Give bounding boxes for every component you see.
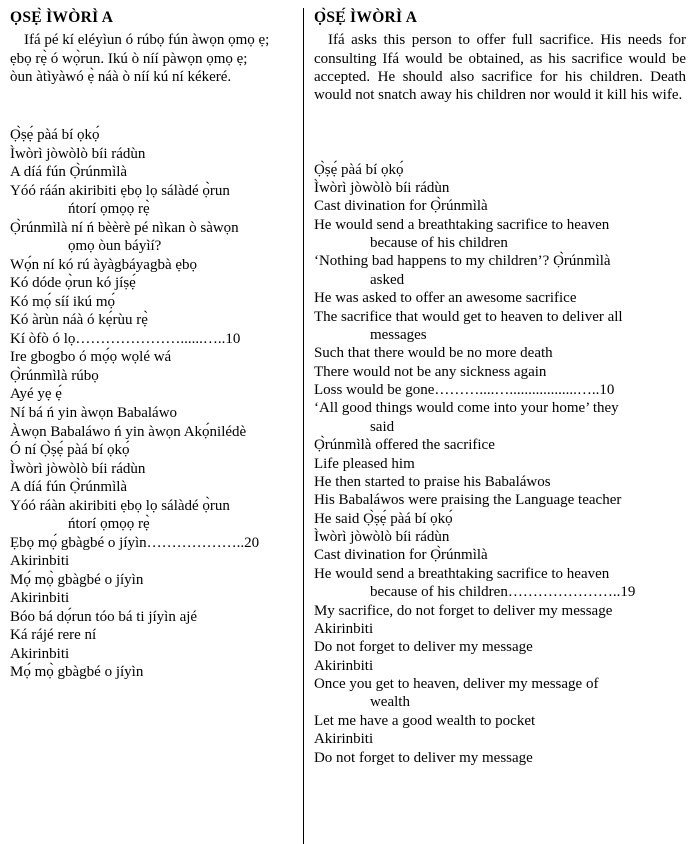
right-verse-line: said bbox=[369, 418, 395, 435]
right-verse-line: His Babaláwos were praising the Language teacher bbox=[313, 492, 622, 509]
right-verse-line: Ìwòrì jòwòlò bíi rádùn bbox=[313, 529, 450, 546]
left-verse-line: Ẹbọ mọ́ gbàgbé o jíyìn………………..20 bbox=[10, 534, 260, 551]
right-heading: Ọ̀SẸ́ ÌWÒRÌ A bbox=[313, 9, 418, 26]
right-verse-line: Such that there would be no more death bbox=[313, 345, 553, 362]
right-verse-line: asked bbox=[369, 271, 405, 288]
left-column bbox=[10, 8, 303, 682]
right-verse-line: Cast divination for Ọ̀rúnmìlà bbox=[313, 198, 488, 215]
left-verse-line: Àwọn Babaláwo ń yin àwọn Akọ́nilédè bbox=[10, 423, 247, 440]
right-verse-line: He said Ọ̀ṣẹ́ pàá bí ọkọ́ bbox=[313, 510, 453, 527]
right-verse-line: He would send a breathtaking sacrifice to heaven bbox=[313, 216, 610, 233]
left-verse-line: ńtorí ọmọọ rẹ̀ bbox=[68, 201, 150, 218]
left-verse-line: ọmọ òun báyìí? bbox=[68, 238, 162, 255]
left-verse-line: ńtorí ọmọọ rẹ̀ bbox=[68, 516, 150, 533]
left-intro-line: ẹbọ rẹ̀ ó wọ̀run. Ikú ò níí pàwọn ọmọ ẹ; bbox=[10, 50, 248, 67]
right-verse-line: Do not forget to deliver my message bbox=[313, 749, 533, 766]
right-verse-line: Akirinbiti bbox=[313, 657, 374, 674]
right-verse-line: Do not forget to deliver my message bbox=[313, 639, 533, 656]
right-verse-line: Life pleased him bbox=[313, 455, 415, 472]
right-column bbox=[312, 8, 686, 767]
left-verse-line: Akirinbiti bbox=[10, 590, 70, 607]
right-verse-line: Loss would be gone………....…..................…..10 bbox=[313, 382, 615, 399]
right-verse-line: ‘Nothing bad happens to my children’? Ọ̀rúnmìlà bbox=[313, 253, 611, 270]
right-verse-line: Let me have a good wealth to pocket bbox=[313, 712, 536, 729]
right-verse-line: The sacrifice that would get to heaven to deliver all bbox=[313, 308, 623, 325]
left-verse-line: Ó ní Ọ̀ṣẹ́ pàá bí ọkọ́ bbox=[10, 442, 130, 459]
right-verse-line: Ọ̀rúnmìlà offered the sacrifice bbox=[313, 437, 495, 454]
left-verse-line: Yóó ráán akiribiti ẹbọ lọ sálàdé ọ̀run bbox=[10, 182, 230, 199]
left-verse-line: Kó àrùn náà ó kẹ́rùu rẹ̀ bbox=[10, 312, 148, 329]
left-verse-line: Kí òfò ó lọ…………………......…..10 bbox=[10, 330, 241, 347]
left-intro-line: òun àtìyàwó ẹ̀ náà ò níí kú ní kékeré. bbox=[10, 68, 232, 85]
two-column-layout bbox=[10, 8, 686, 844]
right-verse-line: My sacrifice, do not forget to deliver my message bbox=[313, 602, 613, 619]
left-verse-line: A díá fún Ọ̀rúnmìlà bbox=[10, 164, 128, 181]
left-verse-line: Mọ́ mọ̀ gbàgbé o jíyìn bbox=[10, 664, 144, 681]
left-verse-line: Ire gbogbo ó mọ́ọ wọlé wá bbox=[10, 349, 172, 366]
right-verse-line: He was asked to offer an awesome sacrifice bbox=[313, 290, 577, 307]
left-verse-line: Ọ̀ṣẹ́ pàá bí ọkọ́ bbox=[10, 127, 100, 144]
left-verse-line: A díá fún Ọ̀rúnmìlà bbox=[10, 479, 128, 496]
left-verse-line: Ká rájé rere ní bbox=[10, 627, 97, 644]
left-verse-line: Ní bá ń yin àwọn Babaláwo bbox=[10, 405, 178, 421]
right-verse-line: Ọ̀ṣẹ́ pàá bí ọkọ́ bbox=[313, 161, 404, 178]
right-verse-line: He then started to praise his Babaláwos bbox=[313, 473, 551, 490]
right-verse-line: because of his children…………………..19 bbox=[369, 584, 636, 601]
right-verse-line: Akirinbiti bbox=[313, 731, 374, 748]
right-spacer bbox=[314, 111, 686, 161]
left-verse-line: Ìwòrì jòwòlò bíi rádùn bbox=[10, 145, 146, 162]
left-heading: ỌSẸ̀ ÌWÒRÌ A bbox=[10, 9, 114, 26]
right-verse-line: messages bbox=[369, 326, 427, 343]
left-verse-line: Akirinbiti bbox=[10, 645, 70, 662]
right-verse-line: There would not be any sickness again bbox=[313, 363, 547, 380]
right-verse-line: Akirinbiti bbox=[313, 620, 374, 637]
left-verse-line: Akirinbiti bbox=[10, 553, 70, 570]
left-verse-line: Wọ́n ní kó rú àyàgbáyagbà ẹbọ bbox=[10, 256, 198, 273]
left-verse-line: Ọ̀rúnmìlà ní ń bèèrè pé nìkan ò sàwọn bbox=[10, 219, 239, 236]
right-intro-paragraph: Ifá asks this person to offer full sacrifice. His needs for consulting Ifá would be obtained, as his sacrifice would be accepted. He should also sacrifice for his children. Death would not snatch away his children nor would it kill his wife. bbox=[313, 32, 686, 104]
left-verse-block bbox=[10, 126, 293, 681]
right-verse-line: Once you get to heaven, deliver my message of bbox=[313, 676, 599, 693]
left-verse-line: Ayé yẹ ẹ́ bbox=[10, 386, 62, 403]
left-verse-line: Kó mọ́ síí ikú mọ́ bbox=[10, 293, 116, 310]
left-verse-line: Ìwòrì jòwòlò bíi rádùn bbox=[10, 460, 146, 477]
left-verse-line: Yóó ráàn akiribiti ẹbọ lọ sálàdé ọ̀run bbox=[10, 497, 230, 514]
right-verse-line: because of his children bbox=[369, 235, 508, 252]
left-spacer bbox=[10, 92, 293, 126]
right-verse-line: Ìwòrì jòwòlò bíi rádùn bbox=[313, 179, 450, 196]
right-verse-block bbox=[314, 161, 686, 767]
left-verse-line: Ọ̀rúnmìlà rúbọ bbox=[10, 367, 99, 384]
right-verse-line: He would send a breathtaking sacrifice to heaven bbox=[313, 565, 610, 582]
left-verse-line: Kó dóde ọ̀run kó jíṣẹ́ bbox=[10, 275, 136, 292]
left-intro-paragraph bbox=[10, 31, 293, 86]
right-verse-line: Cast divination for Ọ̀rúnmìlà bbox=[313, 547, 488, 564]
right-verse-line: ‘All good things would come into your home’ they bbox=[313, 400, 619, 417]
column-divider bbox=[303, 8, 304, 844]
left-verse-line: Bóo bá dọ́run tóo bá ti jíyìn ajé bbox=[10, 608, 198, 625]
left-intro-line: Ifá pé kí eléyìun ó rúbọ fún àwọn ọmọ ẹ; bbox=[24, 32, 270, 49]
left-verse-line: Mọ́ mọ̀ gbàgbé o jíyìn bbox=[10, 571, 144, 588]
right-verse-line: wealth bbox=[369, 694, 410, 711]
